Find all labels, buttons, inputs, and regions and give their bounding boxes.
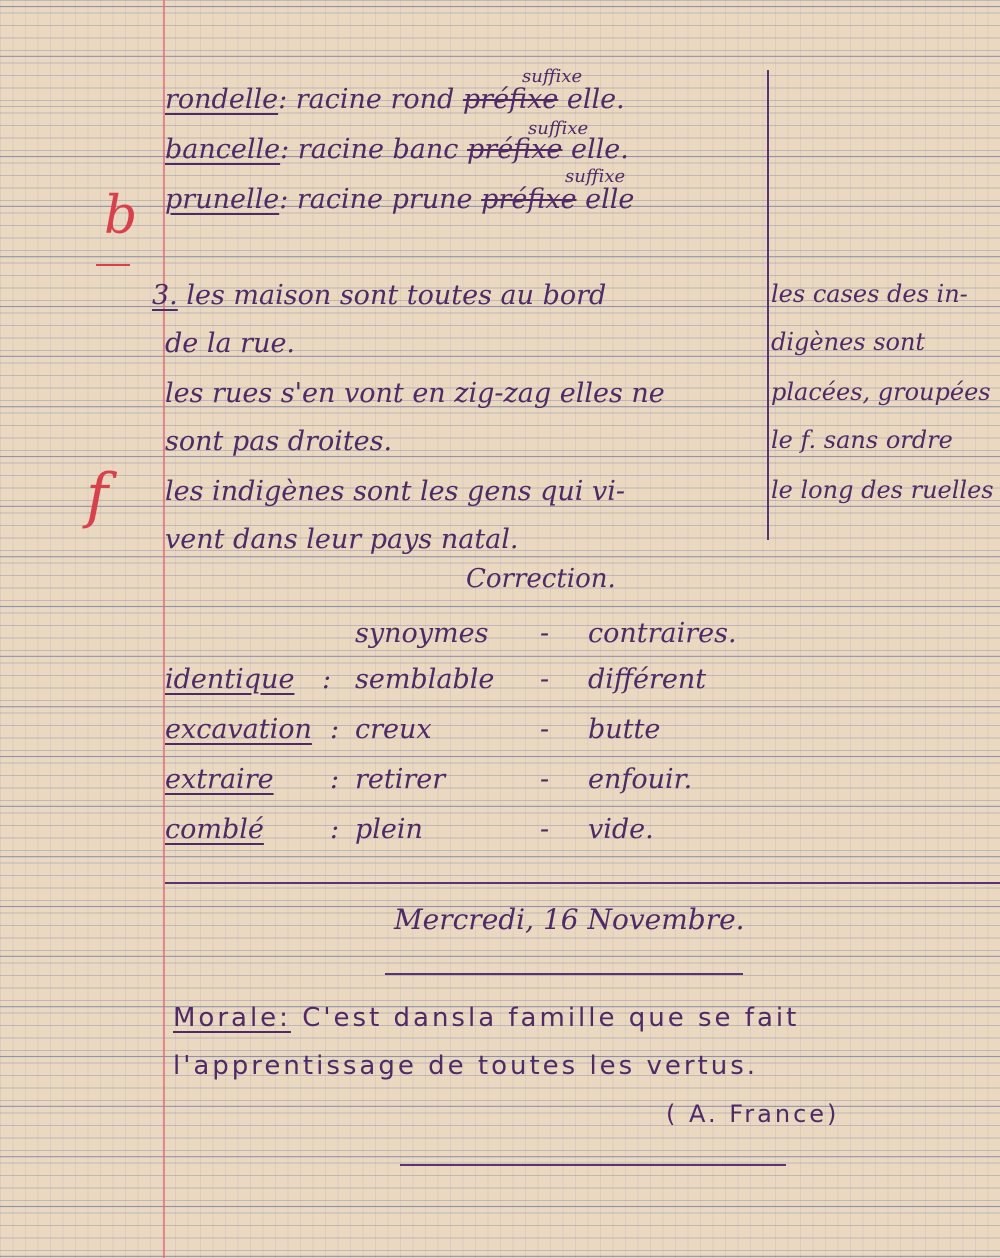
suffix-root: : racine rond	[278, 84, 455, 115]
section-separator-rule	[165, 882, 1000, 884]
row-synonym-3: retirer	[355, 764, 446, 795]
header-contraires: contraires.	[588, 618, 737, 649]
row-synonym-1: semblable	[355, 664, 495, 695]
row-synonym-4: plein	[355, 814, 423, 845]
row-sep-3: -	[540, 764, 550, 795]
header-sep: -	[540, 618, 550, 649]
morale-label: Morale:	[173, 1003, 291, 1033]
suffix-root: : racine prune	[279, 184, 473, 215]
suffix-line-1	[165, 86, 625, 113]
row-sep-2: -	[540, 714, 550, 745]
exercise-right-line-5: le long des ruelles	[771, 476, 994, 504]
margin-grade-f: f	[86, 461, 109, 531]
exercise-right-line-2: digènes sont	[771, 328, 926, 356]
row-sep-1: -	[540, 664, 550, 695]
row-colon-2: :	[330, 714, 340, 745]
exercise-line-1	[152, 282, 606, 309]
struck-prefix: préfixe	[481, 184, 577, 215]
row-contrary-1: différent	[588, 664, 707, 695]
morale-author: ( A. France)	[666, 1100, 840, 1128]
suffix-ending: elle.	[571, 134, 629, 165]
exercise-line-4: sont pas droites.	[165, 426, 393, 457]
margin-grade-b: b	[104, 186, 138, 246]
suffix-root: : racine banc	[280, 134, 459, 165]
exercise-line-5: les indigènes sont les gens qui vi-	[165, 476, 626, 507]
row-word-3: extraire	[165, 764, 274, 795]
row-colon-1: :	[322, 664, 332, 695]
struck-prefix: préfixe	[467, 134, 563, 165]
exercise-right-line-1: les cases des in-	[771, 280, 968, 308]
date-heading: Mercredi, 16 Novembre.	[394, 903, 745, 936]
exercise-text: les maison sont toutes au bord	[186, 280, 607, 311]
suffix-ending: elle.	[566, 84, 625, 115]
row-word-2: excavation	[165, 714, 312, 745]
margin-grade-dash	[96, 264, 130, 266]
exercise-right-line-4: le f. sans ordre	[771, 426, 953, 454]
correction-title: Correction.	[466, 564, 616, 594]
row-sep-4: -	[540, 814, 550, 845]
row-contrary-4: vide.	[588, 814, 654, 845]
morale-text: C'est dansla famille que se fait	[302, 1003, 800, 1033]
date-underline-rule	[385, 973, 743, 975]
suffix-line-3	[165, 186, 634, 213]
column-divider	[767, 70, 769, 540]
suffix-word: bancelle	[165, 134, 281, 165]
bottom-rule	[400, 1164, 786, 1166]
suffix-correction-2: suffixe	[528, 118, 589, 139]
row-word-1: identique	[165, 664, 295, 695]
suffix-word: rondelle	[165, 84, 279, 115]
struck-prefix: préfixe	[462, 84, 559, 115]
suffix-ending: elle	[585, 184, 635, 215]
exercise-line-2: de la rue.	[165, 328, 296, 359]
exercise-line-6: vent dans leur pays natal.	[165, 524, 519, 555]
header-synonyms: synoymes	[355, 618, 489, 649]
exercise-line-3: les rues s'en vont en zig-zag elles ne	[165, 378, 665, 409]
row-contrary-2: butte	[588, 714, 661, 745]
morale-line-2: l'apprentissage de toutes les vertus.	[173, 1051, 759, 1081]
exercise-number: 3.	[152, 280, 178, 311]
suffix-line-2	[165, 136, 629, 163]
suffix-word: prunelle	[165, 184, 280, 215]
suffix-correction-1: suffixe	[522, 66, 583, 87]
row-colon-4: :	[330, 814, 340, 845]
morale-line-1	[173, 1005, 799, 1031]
suffix-correction-3: suffixe	[565, 166, 626, 187]
row-synonym-2: creux	[355, 714, 432, 745]
row-colon-3: :	[330, 764, 340, 795]
row-contrary-3: enfouir.	[588, 764, 693, 795]
exercise-right-line-3: placées, groupées	[771, 378, 991, 406]
row-word-4: comblé	[165, 814, 264, 845]
